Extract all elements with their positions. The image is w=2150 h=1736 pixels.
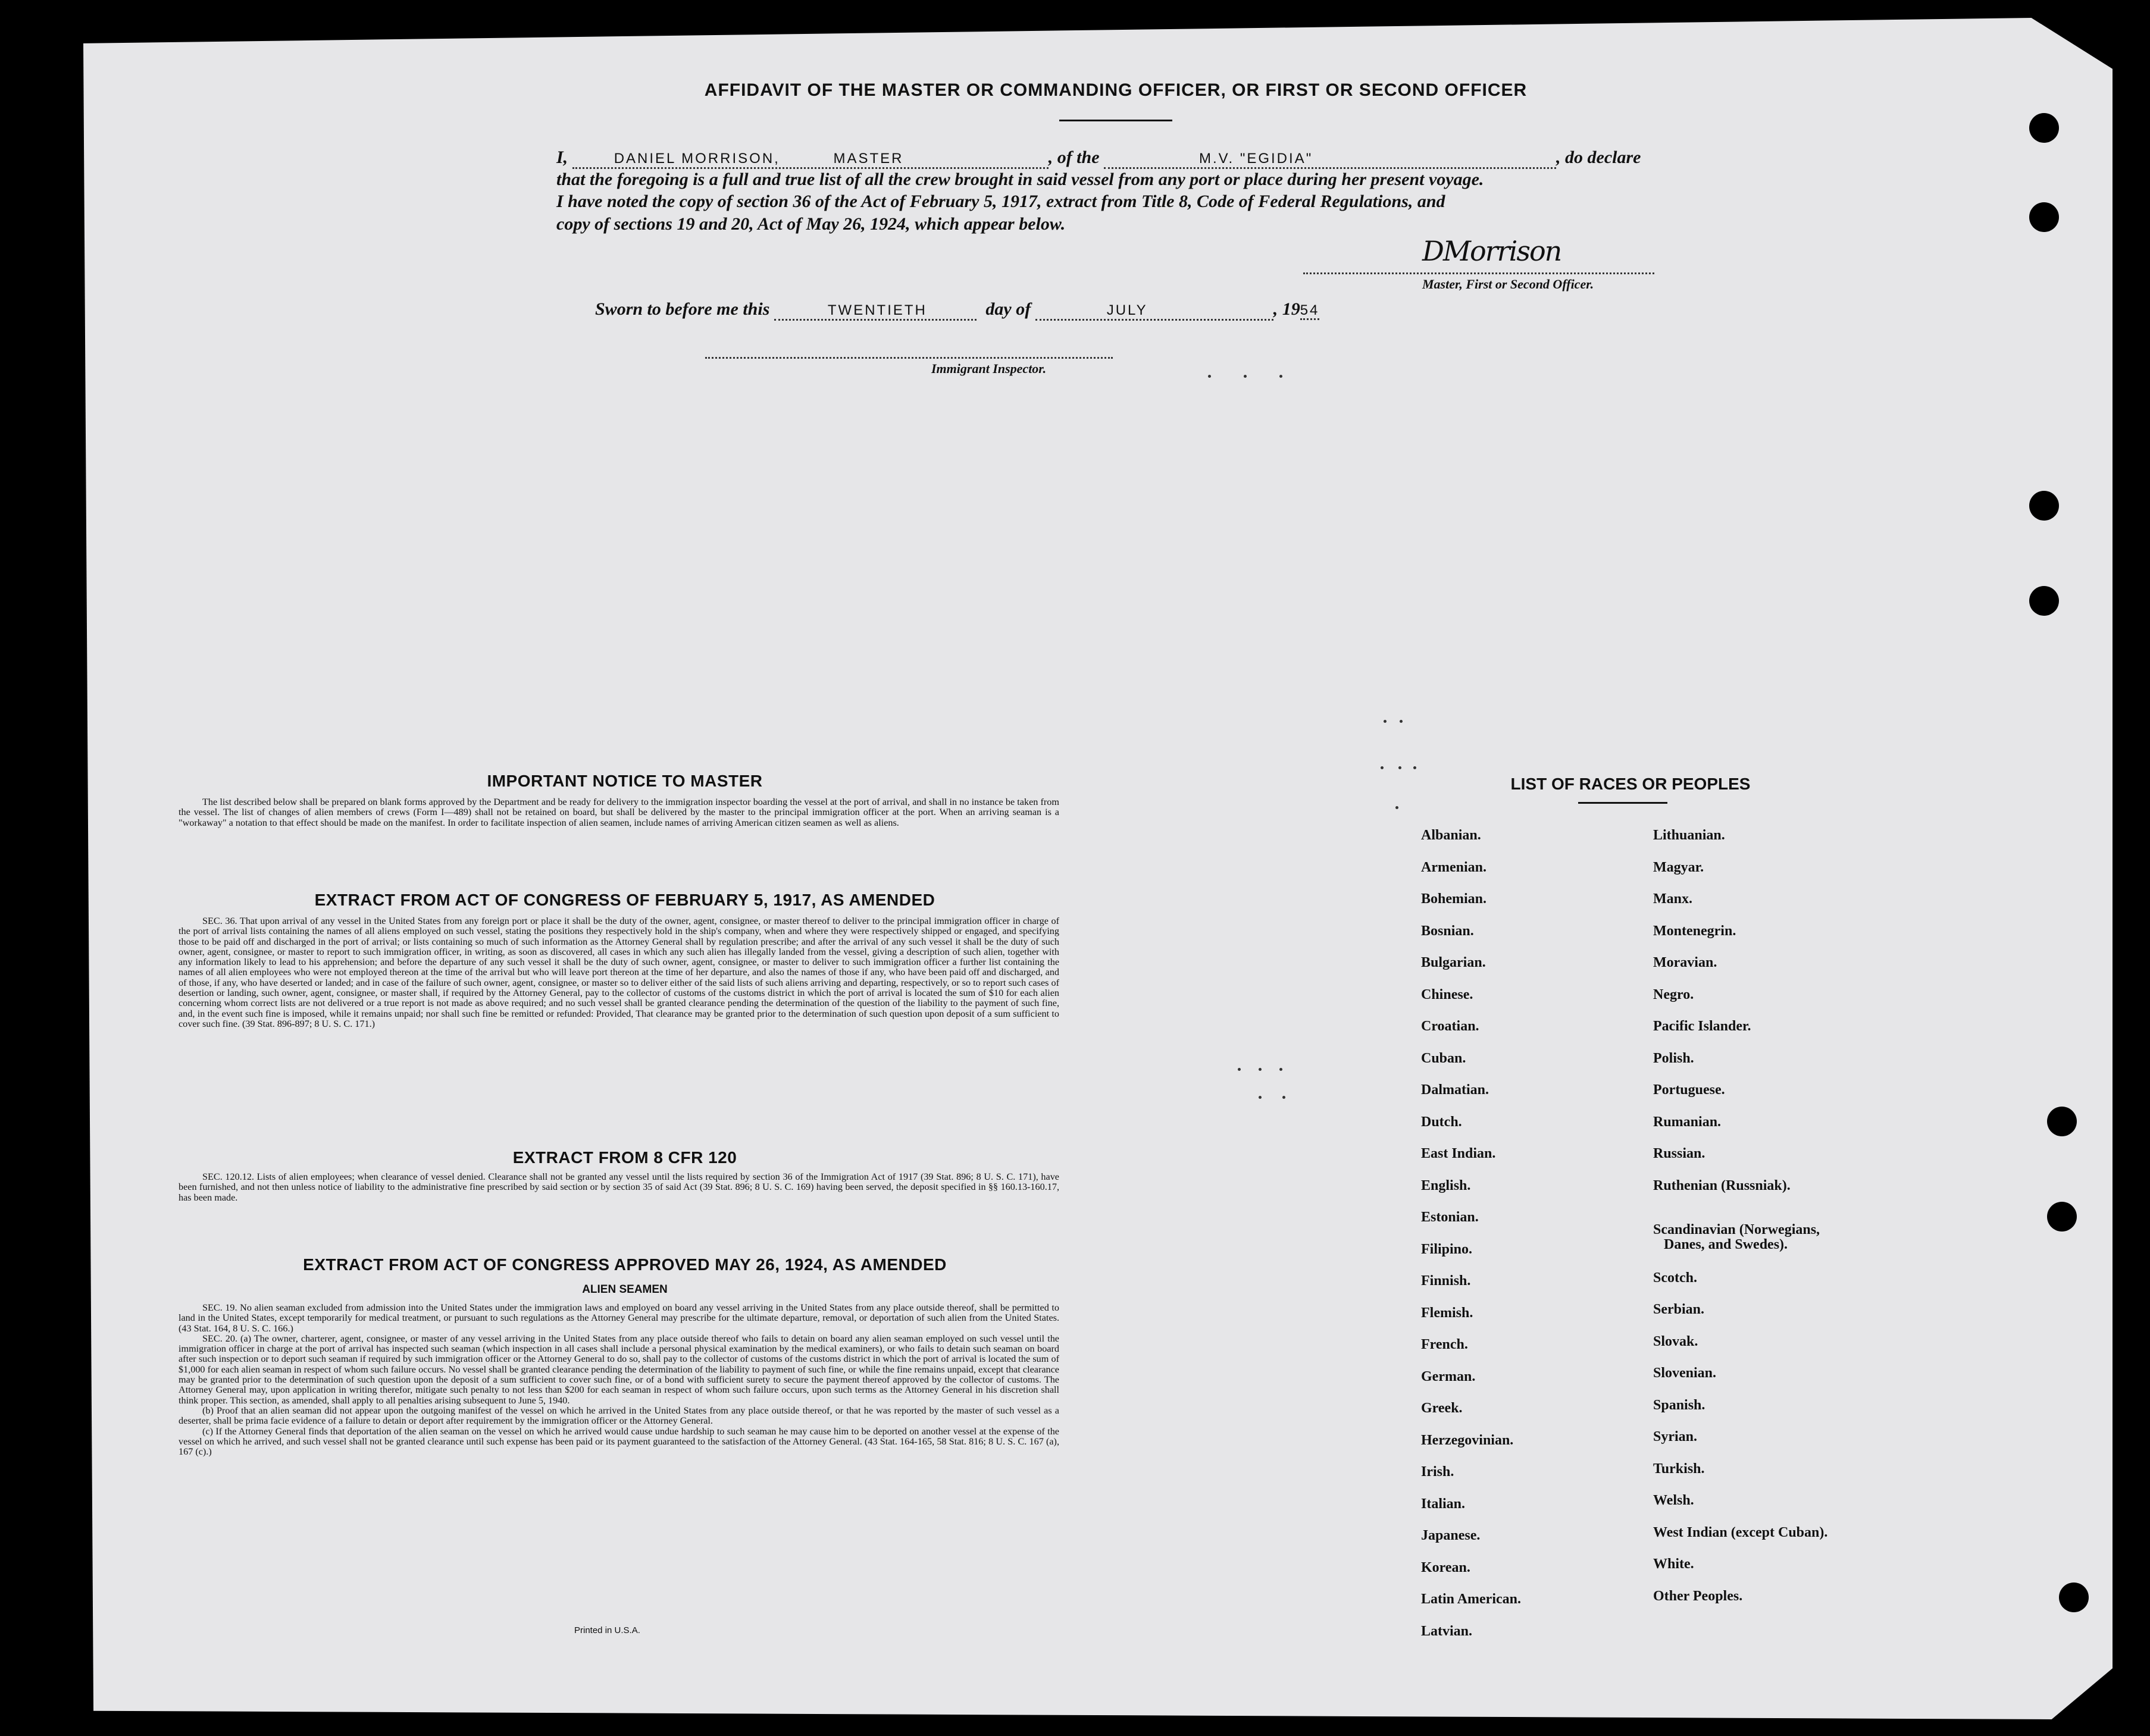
scan-speck — [1244, 375, 1247, 378]
race-item: Slovenian. — [1653, 1365, 1717, 1381]
races-title: LIST OF RACES OR PEOPLES — [1510, 775, 1751, 793]
race-item: Chinese. — [1421, 987, 1473, 1002]
vessel-field — [1104, 151, 1556, 169]
scan-speck — [1279, 375, 1282, 378]
sworn-prefix: Sworn to before me this — [595, 299, 770, 319]
punch-hole — [2029, 491, 2059, 521]
race-item: Pacific Islander. — [1653, 1019, 1751, 1034]
scan-speck — [1282, 1096, 1285, 1099]
race-item: Syrian. — [1653, 1429, 1698, 1444]
races-title-rule — [1578, 802, 1667, 804]
race-item: West Indian (except Cuban). — [1653, 1525, 1828, 1540]
scan-speck — [1384, 720, 1387, 723]
punch-hole — [2029, 202, 2059, 232]
rank: MASTER — [833, 151, 904, 167]
race-item: English. — [1421, 1178, 1471, 1193]
extract-1917-text: SEC. 36. That upon arrival of any vessel in the United States from any foreign port or place it shall be the duty of the owner, agent, consignee, or master thereof to deliver to the principal immigration officer in charge of the port of arrival lists containing the names of all aliens employed on such vessel, stating the positions they respectively hold in the ship's company, when and where they were respectively shipped or engaged, and specifying those to be paid off and discharged in the port of arrival; or lists containing so much of such information as the Attorney General shall by regulation prescribe; and after the arrival of any such vessel it shall be the duty of such owner, agent, consignee, or master to report to such immigration officer, in writing, as soon as discovered, all cases in which any such alien has illegally landed from the vessel, giving a description of such alien, together with any information likely to lead to his apprehension; and before the departure of any such vessel it shall be the duty of such owner, agent, consignee, or master to deliver to such immigration officer a further list containing the names of all alien employees who were not employed thereon at the time of the arrival but who will leave port thereon at the time of her departure, and also the names of those if any, who have been paid off and discharged, and of those, if any, who have deserted or landed; and in case of the failure of such owner, agent, consignee, or master so to deliver either of the said lists of such aliens arriving and departing, respectively, or so to report such cases of desertion or landing, such owner, agent, consignee, or master shall, if required by the Attorney General, pay to the collector of customs of the customs district in which the port of arrival is located the sum of $10 for each alien concerning whom correct lists are not delivered or a true report is not made as above required; and no such vessel shall be granted clearance pending the determination of the question of the liability to the payment of such fine, and, in the event such fine is imposed, while it remains unpaid; nor shall such fine be remitted or refunded: Provided, That clearance may be granted prior to the determination of such question upon deposit of a sum sufficient to cover such fine. (39 Stat. 896-897; 8 U. S. C. 171.) — [179, 916, 1059, 1029]
race-item: Russian. — [1653, 1146, 1705, 1161]
race-item: Rumanian. — [1653, 1114, 1722, 1130]
race-item: Serbian. — [1653, 1302, 1705, 1317]
extract-1924-heading: EXTRACT FROM ACT OF CONGRESS APPROVED MAY 26, 1924, AS AMENDED — [303, 1255, 947, 1274]
sworn-day: TWENTIETH — [827, 302, 927, 318]
race-item: Latin American. — [1421, 1591, 1521, 1607]
scan-speck — [1400, 720, 1403, 723]
signature-rule — [1303, 272, 1654, 274]
race-item: Flemish. — [1421, 1305, 1473, 1321]
scan-speck — [1381, 766, 1384, 769]
race-item: Bosnian. — [1421, 923, 1474, 939]
sworn-month-field — [1035, 302, 1273, 321]
race-item: Manx. — [1653, 891, 1692, 907]
scan-speck — [1259, 1068, 1262, 1071]
signature-caption: Master, First or Second Officer. — [1422, 277, 1594, 292]
race-item: Korean. — [1421, 1560, 1470, 1575]
day-of-label: day of — [985, 299, 1031, 319]
punch-hole — [2059, 1583, 2089, 1612]
race-item: Bulgarian. — [1421, 955, 1486, 970]
race-item: White. — [1653, 1556, 1694, 1572]
race-item: Welsh. — [1653, 1493, 1694, 1508]
section-20c-paragraph: (c) If the Attorney General finds that deportation of the alien seaman on the vessel on which he arrived would cause undue hardship to such seaman he may cause him to be deported on another vessel at the expense of the vessel on which he arrived, and such vessel shall not be granted clearance until such expense has been paid or its payment guaranteed to the satisfaction of the Attorney General. (43 Stat. 164-165, 58 Stat. 816; 8 U. S. C. 167 (a), 167 (c).) — [179, 1425, 1059, 1458]
race-item: Croatian. — [1421, 1019, 1479, 1034]
race-item: Irish. — [1421, 1464, 1454, 1480]
race-item: Italian. — [1421, 1496, 1466, 1512]
race-item: German. — [1421, 1369, 1476, 1384]
race-item: Spanish. — [1653, 1397, 1705, 1413]
extract-cfr-heading: EXTRACT FROM 8 CFR 120 — [512, 1148, 737, 1167]
scan-speck — [1395, 806, 1398, 809]
do-declare-label: , do declare — [1556, 148, 1641, 167]
race-item: Magyar. — [1653, 860, 1704, 875]
master-name-field — [572, 151, 1049, 169]
printed-in-note: Printed in U.S.A. — [574, 1625, 640, 1635]
section-19-paragraph: SEC. 19. No alien seaman excluded from admission into the United States under the immigration laws and employed on board any vessel arriving in the United States from any place outside thereof, shall be permitted to land in the United States, except temporarily for medical treatment, or pursuant to such regulations as the Attorney General may prescribe for the ultimate departure, removal, or deportation of such alien from the United States. (43 Stat. 164, 8 U. S. C. 166.) — [179, 1302, 1059, 1334]
declaration-line-4: copy of sections 19 and 20, Act of May 26, 1924, which appear below. — [556, 214, 1066, 234]
affidavit-title: AFFIDAVIT OF THE MASTER OR COMMANDING OFFICER, OR FIRST OR SECOND OFFICER — [704, 80, 1528, 100]
extract-1924-text — [179, 1303, 1059, 1457]
inspector-signature-rule — [705, 357, 1113, 359]
title-rule — [1059, 120, 1172, 121]
race-item: Greek. — [1421, 1400, 1463, 1416]
punch-hole — [2029, 586, 2059, 616]
scan-speck — [1259, 1096, 1262, 1099]
race-item: Slovak. — [1653, 1334, 1698, 1349]
race-item: Lithuanian. — [1653, 828, 1725, 843]
master-signature: DMorrison — [1422, 235, 1561, 267]
master-name: DANIEL MORRISON, — [614, 151, 780, 167]
scan-speck — [1413, 766, 1416, 769]
race-item: French. — [1421, 1337, 1468, 1352]
race-item: Montenegrin. — [1653, 923, 1736, 939]
form-sheet — [83, 18, 2113, 1719]
race-item: Other Peoples. — [1653, 1588, 1743, 1604]
race-item: Dutch. — [1421, 1114, 1462, 1130]
sworn-day-field — [774, 302, 977, 321]
extract-cfr-text: SEC. 120.12. Lists of alien employees; when clearance of vessel denied. Clearance shall not be granted any vessel until the lists required by section 36 of the Immigration Act of 1917 (39 Stat. 896; 8 U. S. C. 171), have been furnished, and not then unless notice of liability to the administrative fine prescribed by said section or by section 35 of said Act (39 Stat. 896; 8 U. S. C. 169) having been served, the deposit specified in §§ 160.13-160.17, has been made. — [179, 1171, 1059, 1203]
scan-speck — [1398, 766, 1401, 769]
declaration-line-3: I have noted the copy of section 36 of the Act of February 5, 1917, extract from Title 8, Code of Federal Regulations, and — [556, 192, 1445, 211]
race-item: Moravian. — [1653, 955, 1717, 970]
declaration-line-2: that the foregoing is a full and true list of all the crew brought in said vessel from any port or place during her present voyage. — [556, 170, 1484, 189]
scan-speck — [1279, 1068, 1282, 1071]
sworn-line — [595, 299, 1319, 321]
section-20b-paragraph: (b) Proof that an alien seaman did not appear upon the outgoing manifest of the vessel on which he arrived in the United States from any place outside thereof, or that he was reported by the master of such vessel as a deserter, shall be prima facie evidence of a failure to detain or deport after requirement by the immigration officer or the Attorney General. — [179, 1405, 1059, 1427]
line1-start: I, — [556, 148, 568, 167]
race-item: Negro. — [1653, 987, 1694, 1002]
race-item: Scandinavian (Norwegians, Danes, and Swedes). — [1653, 1222, 1820, 1252]
race-item: Ruthenian (Russniak). — [1653, 1178, 1791, 1193]
notice-heading: IMPORTANT NOTICE TO MASTER — [487, 772, 763, 790]
race-item: East Indian. — [1421, 1146, 1496, 1161]
of-the-label: , of the — [1048, 148, 1100, 167]
race-item: Turkish. — [1653, 1461, 1705, 1477]
vessel-name: M.V. "EGIDIA" — [1199, 151, 1313, 167]
year-suffix: 54 — [1300, 302, 1320, 320]
race-item: Scotch. — [1653, 1270, 1697, 1286]
race-item: Cuban. — [1421, 1051, 1466, 1066]
race-item: Finnish. — [1421, 1273, 1471, 1289]
extract-1917-heading: EXTRACT FROM ACT OF CONGRESS OF FEBRUARY 5, 1917, AS AMENDED — [314, 891, 935, 909]
scan-speck — [1208, 375, 1211, 378]
declaration-line-1 — [556, 148, 1641, 169]
punch-hole — [2029, 113, 2059, 143]
section-20a-paragraph: SEC. 20. (a) The owner, charterer, agent, consignee, or master of any vessel arriving in the United States from any place outside thereof who fails to detain on board any alien seaman employed on such vessel until the immigration officer in charge at the port of arrival has inspected such seaman (which inspection in all cases shall include a personal physical examination by the medical examiners), or who fails to detain such seaman on board after such inspection or to deport such seaman if required by such immigration officer or the Attorney General to do so, shall pay to the collector of customs of the customs district in which the port of arrival is located the sum of $1,000 for each alien seaman in respect of whom such failure occurs. No vessel shall be granted clearance pending the determination of the liability to payment of such fine, or while the fine remains unpaid, except that clearance may be granted prior to the determination of such question upon the deposit of a sum sufficient to cover such fine, or of a bond with sufficient surety to secure the payment thereof approved by the collector of customs. The Attorney General may, upon application in writing therefor, mitigate such penalty to not less than $200 for each seaman in respect of whom such failure occurs, upon such terms as the Attorney General in his discretion shall think proper. This section, as amended, shall apply to all penalties arising subsequent to June 5, 1940. — [179, 1333, 1059, 1406]
notice-text: The list described below shall be prepared on blank forms approved by the Department and be ready for delivery to the immigration inspector boarding the vessel at the port of arrival, and shall in no instance be taken from the vessel. The list of changes of alien members of crews (Form I—489) shall not be retained on board, but shall be delivered by the master to the principal immigration officer at the port. When an arriving seaman is a "workaway" a notation to that effect should be made on the manifest. In order to facilitate inspection of alien seamen, include names of arriving American citizen seamen as well as aliens. — [179, 797, 1059, 828]
race-item: Dalmatian. — [1421, 1082, 1489, 1098]
race-item: Latvian. — [1421, 1624, 1473, 1639]
race-item: Estonian. — [1421, 1209, 1479, 1225]
race-item: Filipino. — [1421, 1242, 1473, 1257]
race-item: Bohemian. — [1421, 891, 1487, 907]
race-item: Polish. — [1653, 1051, 1694, 1066]
alien-seamen-subheading: ALIEN SEAMEN — [582, 1283, 668, 1296]
punch-hole — [2047, 1202, 2077, 1232]
race-item: Armenian. — [1421, 860, 1486, 875]
race-item: Japanese. — [1421, 1528, 1481, 1543]
race-item: Portuguese. — [1653, 1082, 1725, 1098]
race-item: Albanian. — [1421, 828, 1481, 843]
inspector-caption: Immigrant Inspector. — [931, 361, 1047, 376]
scan-speck — [1238, 1068, 1241, 1071]
punch-hole — [2047, 1107, 2077, 1136]
race-item: Herzegovinian. — [1421, 1433, 1514, 1448]
sworn-month: JULY — [1106, 302, 1148, 318]
year-prefix: , 19 — [1273, 299, 1300, 319]
